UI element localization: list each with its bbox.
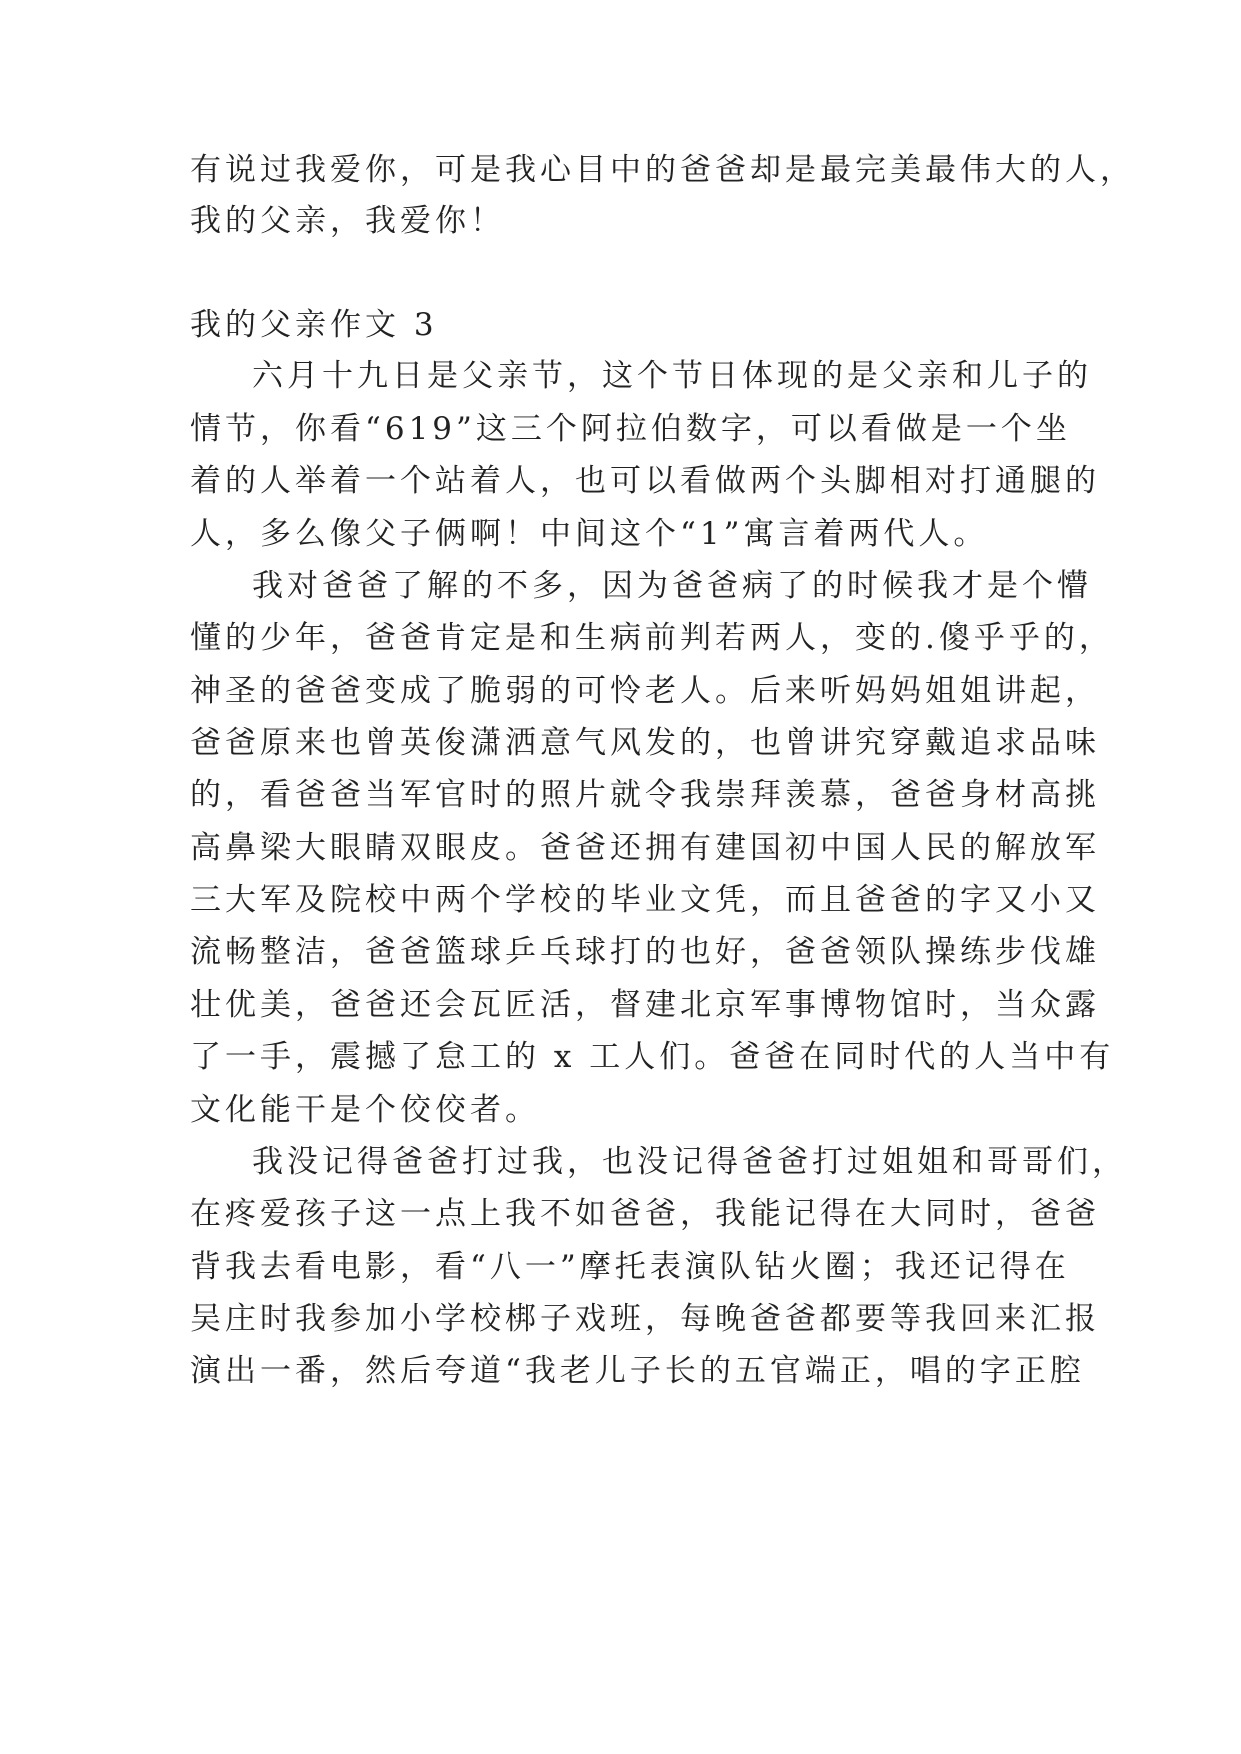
text-line: 人，多么像父子俩啊！中间这个“1”寓言着两代人。 bbox=[190, 516, 989, 552]
text-line: 流畅整洁，爸爸篮球乒乓球打的也好，爸爸领队操练步伐雄 bbox=[190, 934, 1100, 970]
text-line: 有说过我爱你，可是我心目中的爸爸却是最完美最伟大的人， bbox=[190, 152, 1135, 188]
text-line: 壮优美，爸爸还会瓦匠活，督建北京军事博物馆时，当众露 bbox=[190, 987, 1100, 1023]
text-line: 我没记得爸爸打过我，也没记得爸爸打过姐姐和哥哥们， bbox=[252, 1144, 1127, 1180]
text-line: 着的人举着一个站着人，也可以看做两个头脚相对打通腿的 bbox=[190, 463, 1100, 499]
text-line: 三大军及院校中两个学校的毕业文凭，而且爸爸的字又小又 bbox=[190, 882, 1100, 918]
text-line: 吴庄时我参加小学校梆子戏班，每晚爸爸都要等我回来汇报 bbox=[190, 1301, 1100, 1337]
text-line: 了一手，震撼了怠工的 x 工人们。爸爸在同时代的人当中有 bbox=[190, 1039, 1115, 1075]
text-line: 的，看爸爸当军官时的照片就令我崇拜羡慕，爸爸身材高挑 bbox=[190, 777, 1100, 813]
text-line: 神圣的爸爸变成了脆弱的可怜老人。后来听妈妈姐姐讲起， bbox=[190, 673, 1100, 709]
text-line: 背我去看电影，看“八一”摩托表演队钻火圈；我还记得在 bbox=[190, 1249, 1070, 1285]
text-line: 我的父亲，我爱你！ bbox=[190, 203, 505, 239]
text-line: 懂的少年，爸爸肯定是和生病前判若两人，变的.傻乎乎的， bbox=[190, 620, 1114, 656]
text-line: 情节，你看“619”这三个阿拉伯数字，可以看做是一个坐 bbox=[190, 411, 1071, 447]
section-title: 我的父亲作文 3 bbox=[190, 307, 438, 343]
text-line: 高鼻梁大眼睛双眼皮。爸爸还拥有建国初中国人民的解放军 bbox=[190, 830, 1100, 866]
text-line: 演出一番，然后夸道“我老儿子长的五官端正，唱的字正腔 bbox=[190, 1353, 1085, 1389]
text-line: 六月十九日是父亲节，这个节日体现的是父亲和儿子的 bbox=[252, 358, 1092, 394]
text-line: 爸爸原来也曾英俊潇洒意气风发的，也曾讲究穿戴追求品味 bbox=[190, 725, 1100, 761]
text-line: 文化能干是个佼佼者。 bbox=[190, 1092, 540, 1128]
text-line: 我对爸爸了解的不多，因为爸爸病了的时候我才是个懵 bbox=[252, 568, 1092, 604]
text-line: 在疼爱孩子这一点上我不如爸爸，我能记得在大同时，爸爸 bbox=[190, 1196, 1100, 1232]
